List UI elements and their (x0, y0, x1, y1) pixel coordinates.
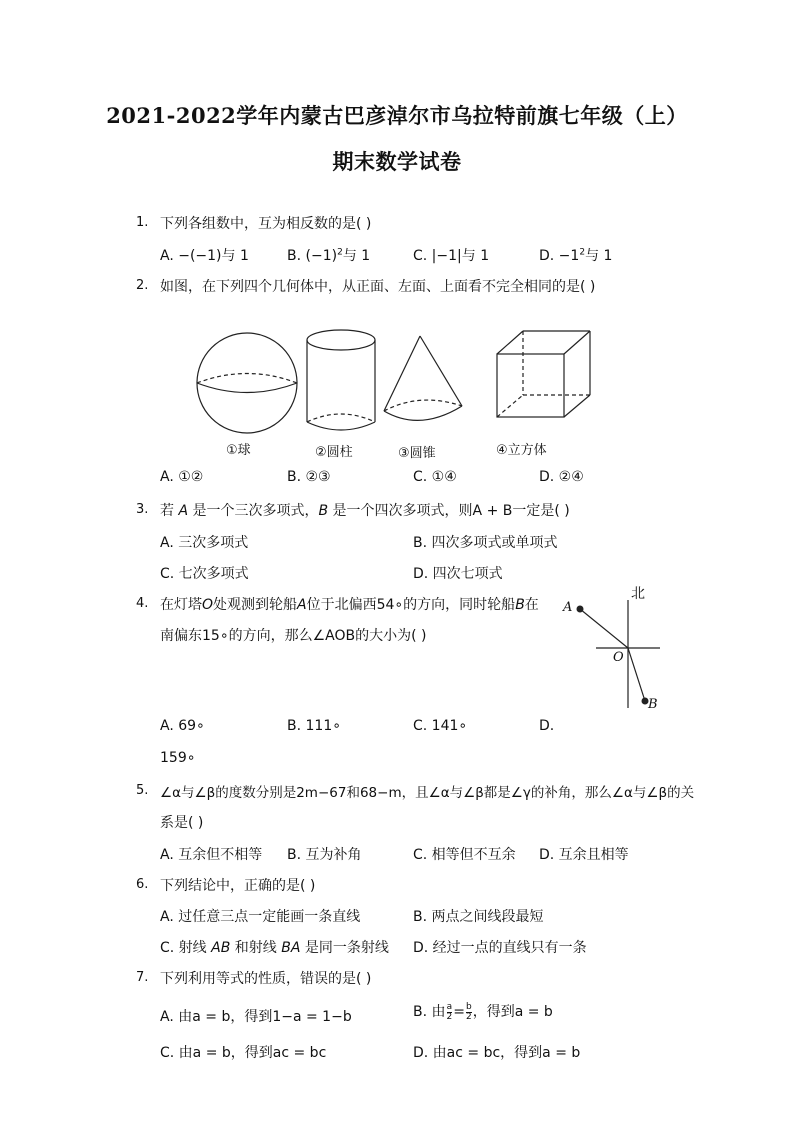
q6-option-c-a: C. 射线 (160, 940, 212, 956)
q4-line-2: 南偏东15∘的方向，那么∠AOB的大小为( ) (160, 628, 427, 644)
q4-option-d[interactable]: D. (539, 718, 555, 734)
title-line-2: 期末数学试卷 (332, 149, 462, 174)
q2-option-c[interactable]: C. ①④ (413, 469, 457, 485)
q1-number: 1. (136, 215, 149, 230)
q1-option-b-post: 与 1 (342, 248, 371, 264)
fraction-1-num: a (446, 1001, 453, 1012)
q7-stem: 下列利用等式的性质，错误的是( ) (160, 971, 372, 987)
q6-option-a[interactable]: A. 过任意三点一定能画一条直线 (160, 909, 361, 925)
q7-option-b-post: ，得到a = b (472, 1004, 553, 1020)
q1-option-d-pre: D. −1 (539, 248, 580, 264)
q4-option-d-value: 159∘ (160, 750, 196, 766)
q1-option-a[interactable]: A. −(−1)与 1 (160, 248, 249, 264)
ray-ob (628, 648, 645, 701)
q6-option-d[interactable]: D. 经过一点的直线只有一条 (413, 940, 587, 956)
q4-option-b[interactable]: B. 111∘ (287, 718, 341, 734)
q5-line-1: ∠α与∠β的度数分别是2m−67和68−m，且∠α与∠β都是∠γ的补角，那么∠α与∠β的关 (160, 785, 695, 801)
q4-option-c[interactable]: C. 141∘ (413, 718, 468, 734)
label-cube: ④立方体 (496, 443, 547, 458)
q7-option-b-pre: B. 由 (413, 1004, 446, 1020)
fraction-b-over-2 (466, 1003, 472, 1022)
q1-option-b-pre: B. (−1) (287, 248, 338, 264)
q7-option-b-eq: = (453, 1004, 465, 1020)
q4-number: 4. (136, 596, 149, 611)
q6-option-c[interactable] (160, 937, 389, 957)
q1-option-c[interactable]: C. |−1|与 1 (413, 248, 490, 264)
q5-option-b[interactable]: B. 互为补角 (287, 847, 362, 863)
q7-option-d[interactable]: D. 由ac = bc，得到a = b (413, 1045, 581, 1061)
q3-option-d[interactable]: D. 四次七项式 (413, 566, 503, 582)
q3-number: 3. (136, 502, 149, 517)
q2-option-b[interactable]: B. ②③ (287, 469, 331, 485)
q1-option-d-sup: 2 (579, 247, 586, 258)
title-line-1: 2021-2022学年内蒙古巴彦淖尔市乌拉特前旗七年级（上） (106, 103, 688, 128)
q3-stem-c: 是一个四次多项式，则A + B一定是( ) (328, 503, 570, 519)
q6-option-c-c: 是同一条射线 (300, 940, 389, 956)
q6-number: 6. (136, 877, 149, 892)
q2-number: 2. (136, 278, 149, 293)
point-a (577, 606, 584, 613)
point-b-label: B (648, 697, 658, 712)
q4-line1-a: 在灯塔 (160, 597, 202, 613)
q2-stem: 如图，在下列四个几何体中，从正面、左面、上面看不完全相同的是( ) (160, 279, 596, 295)
q4-line1-c: 位于北偏西54∘的方向，同时轮船 (306, 597, 516, 613)
q4-var-o: O (202, 597, 214, 613)
q3-option-a[interactable]: A. 三次多项式 (160, 535, 249, 551)
q5-option-c[interactable]: C. 相等但不互余 (413, 847, 516, 863)
fraction-1-den: 2 (446, 1011, 453, 1022)
q3-var-a: A (178, 503, 189, 519)
label-cone: ③圆锥 (398, 446, 436, 461)
q3-stem-b: 是一个三次多项式， (188, 503, 319, 519)
q2-option-d[interactable]: D. ②④ (539, 469, 584, 485)
q4-var-b: B (515, 597, 525, 613)
point-o-label: O (613, 650, 624, 665)
q3-option-b[interactable]: B. 四次多项式或单项式 (413, 535, 558, 551)
q6-option-c-b: 和射线 (230, 940, 282, 956)
q7-option-b[interactable] (413, 1001, 553, 1022)
q4-line1-d: 在 (524, 597, 539, 613)
q1-option-b-sup: 2 (337, 247, 343, 258)
q7-number: 7. (136, 970, 149, 985)
q2-option-a[interactable]: A. ①② (160, 469, 204, 485)
north-label: 北 (631, 586, 645, 602)
q6-ray-ba: BA (281, 940, 301, 956)
q3-option-c[interactable]: C. 七次多项式 (160, 566, 249, 582)
q5-line-2: 系是( ) (160, 815, 204, 831)
fraction-2-den: 2 (465, 1011, 472, 1022)
fraction-2-num: b (465, 1001, 472, 1012)
label-sphere: ①球 (226, 443, 251, 458)
q1-stem: 下列各组数中，互为相反数的是( ) (160, 216, 372, 232)
q3-stem-a: 若 (160, 503, 179, 519)
q5-option-a[interactable]: A. 互余但不相等 (160, 847, 263, 863)
q4-option-a[interactable]: A. 69∘ (160, 718, 205, 734)
label-cylinder: ②圆柱 (315, 445, 353, 460)
q6-ray-ab: AB (211, 940, 231, 956)
q4-line1-b: 处观测到轮船 (213, 597, 298, 613)
q6-option-b[interactable]: B. 两点之间线段最短 (413, 909, 544, 925)
point-a-label: A (563, 600, 573, 615)
q5-option-d[interactable]: D. 互余且相等 (539, 847, 629, 863)
q7-option-c[interactable]: C. 由a = b，得到ac = bc (160, 1045, 327, 1061)
q3-var-b: B (318, 503, 329, 519)
q5-number: 5. (136, 783, 149, 798)
q6-stem: 下列结论中，正确的是( ) (160, 878, 316, 894)
q7-option-a[interactable]: A. 由a = b，得到1−a = 1−b (160, 1009, 352, 1025)
fraction-a-over-2 (447, 1003, 453, 1022)
q1-option-d-post: 与 1 (585, 248, 613, 264)
ray-oa (580, 609, 628, 648)
q4-var-a: A (297, 597, 307, 613)
